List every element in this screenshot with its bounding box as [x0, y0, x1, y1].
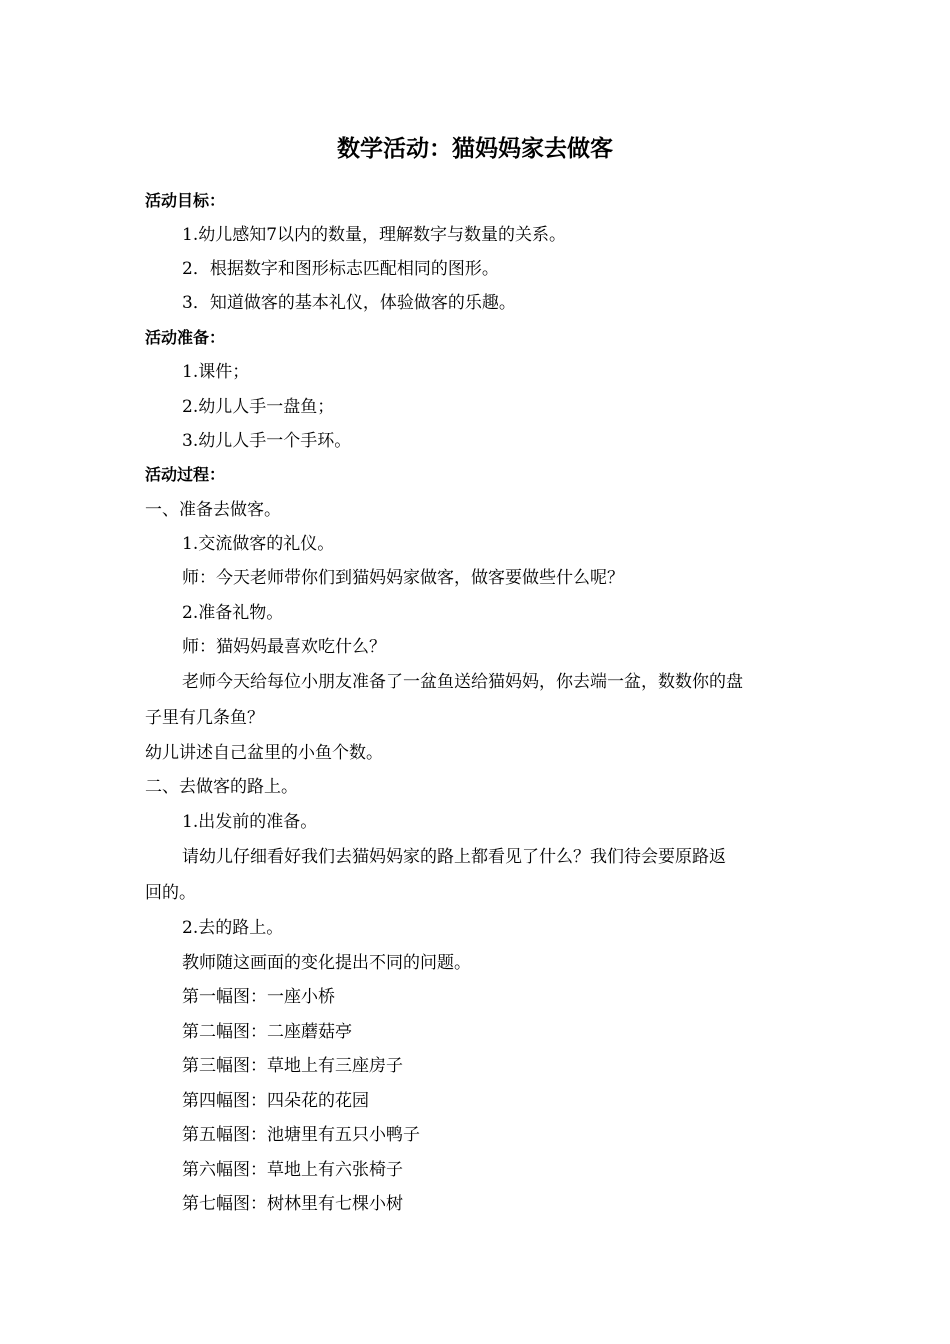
- section-heading-prep: 活动准备：: [145, 328, 226, 347]
- goal-item-2: 2．根据数字和图形标志匹配相同的图形。: [182, 259, 499, 279]
- process-line: 师：今天老师带你们到猫妈妈家做客，做客要做些什么呢？: [182, 568, 624, 588]
- process-line: 1.出发前的准备。: [182, 812, 318, 832]
- process-line: 请幼儿仔细看好我们去猫妈妈家的路上都看见了什么？我们待会要原路返: [182, 847, 726, 867]
- picture-item-5: 第五幅图：池塘里有五只小鸭子: [182, 1125, 420, 1145]
- goal-item-1: 1.幼儿感知7以内的数量，理解数字与数量的关系。: [182, 225, 567, 245]
- process-line: 教师随这画面的变化提出不同的问题。: [182, 953, 471, 973]
- process-line: 回的。: [145, 883, 196, 903]
- process-line: 1.交流做客的礼仪。: [182, 534, 335, 554]
- prep-item-1: 1.课件；: [182, 362, 250, 382]
- process-line: 2.去的路上。: [182, 918, 284, 938]
- process-line: 老师今天给每位小朋友准备了一盆鱼送给猫妈妈，你去端一盆，数数你的盘: [182, 672, 743, 692]
- section-heading-goals: 活动目标：: [145, 191, 226, 210]
- picture-item-7: 第七幅图：树林里有七棵小树: [182, 1194, 403, 1214]
- picture-item-1: 第一幅图：一座小桥: [182, 987, 335, 1007]
- prep-item-2: 2.幼儿人手一盘鱼；: [182, 397, 335, 417]
- goal-item-3: 3．知道做客的基本礼仪，体验做客的乐趣。: [182, 293, 516, 313]
- process-step-heading-2: 二、去做客的路上。: [145, 777, 298, 797]
- prep-item-3: 3.幼儿人手一个手环。: [182, 431, 352, 451]
- picture-item-4: 第四幅图：四朵花的花园: [182, 1091, 369, 1111]
- picture-item-2: 第二幅图：二座蘑菇亭: [182, 1022, 352, 1042]
- section-heading-process: 活动过程：: [145, 465, 226, 484]
- process-line: 幼儿讲述自己盆里的小鱼个数。: [145, 743, 383, 763]
- document-title: 数学活动：猫妈妈家去做客: [337, 136, 613, 162]
- picture-item-6: 第六幅图：草地上有六张椅子: [182, 1160, 403, 1180]
- process-line: 子里有几条鱼？: [145, 708, 264, 728]
- picture-item-3: 第三幅图：草地上有三座房子: [182, 1056, 403, 1076]
- process-line: 2.准备礼物。: [182, 603, 284, 623]
- process-line: 师：猫妈妈最喜欢吃什么？: [182, 637, 386, 657]
- process-step-heading-1: 一、准备去做客。: [145, 500, 281, 520]
